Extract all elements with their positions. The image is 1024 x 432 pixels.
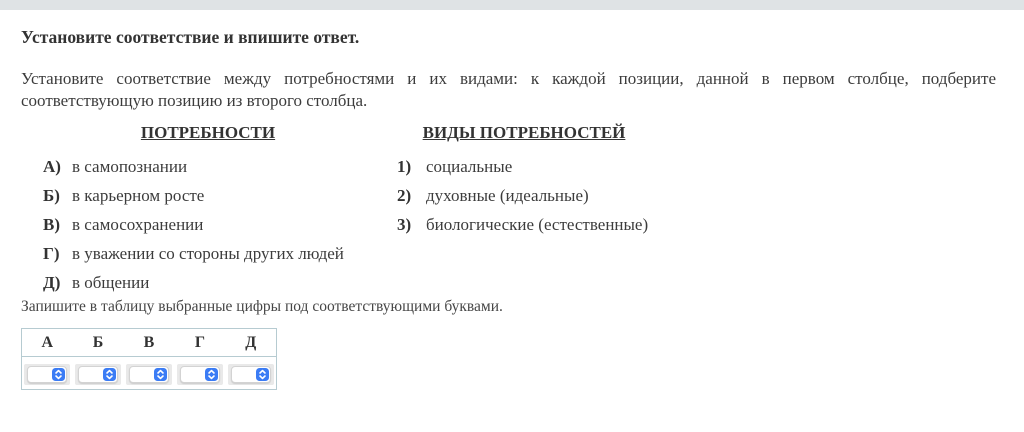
answer-table	[21, 328, 277, 390]
answer-note: Запишите в таблицу выбранные цифры под соответствующими буквами.	[21, 298, 503, 315]
option-3-text: биологические (естественные)	[426, 214, 649, 234]
select-stepper-icon	[205, 368, 218, 381]
match-item-v	[21, 210, 395, 239]
option-2-text: духовные (идеальные)	[426, 185, 589, 205]
match-item-a	[21, 152, 395, 181]
top-bar	[0, 0, 1024, 10]
match-item-d	[21, 268, 395, 297]
option-3	[395, 210, 695, 239]
answer-select-v[interactable]	[126, 364, 172, 385]
answer-header-b: Б	[73, 329, 124, 357]
answer-cell-g	[175, 357, 226, 390]
answer-cell-v	[124, 357, 175, 390]
option-1	[395, 152, 695, 181]
answer-header-d: Д	[226, 329, 277, 357]
answer-select-d[interactable]	[228, 364, 274, 385]
select-stepper-icon	[103, 368, 116, 381]
select-stepper-icon	[154, 368, 167, 381]
option-3-label: 3)	[397, 214, 412, 234]
match-item-d-label: Д)	[43, 272, 61, 292]
answer-cell-a	[22, 357, 73, 390]
question-title: Установите соответствие и впишите ответ.	[21, 27, 360, 47]
answer-cell-d	[226, 357, 277, 390]
option-1-text: социальные	[426, 156, 513, 176]
match-item-g	[21, 239, 395, 268]
answer-select-g[interactable]	[177, 364, 223, 385]
match-item-b-text: в карьерном росте	[72, 185, 205, 205]
match-item-b-label: Б)	[43, 185, 60, 205]
select-stepper-icon	[52, 368, 65, 381]
answer-cell-b	[73, 357, 124, 390]
answer-table-header-row	[22, 329, 277, 357]
answer-select-a[interactable]	[24, 364, 70, 385]
match-item-b	[21, 181, 395, 210]
match-item-v-label: В)	[43, 214, 60, 234]
match-item-v-text: в самосохранении	[72, 214, 204, 234]
answer-header-g: Г	[175, 329, 226, 357]
column-need-types-header: ВИДЫ ПОТРЕБНОСТЕЙ	[422, 123, 626, 142]
select-stepper-icon	[256, 368, 269, 381]
answer-header-v: В	[124, 329, 175, 357]
column-needs	[21, 122, 395, 297]
matching-columns	[21, 122, 996, 297]
column-needs-header: ПОТРЕБНОСТИ	[140, 123, 276, 142]
question-instruction: Установите соответствие между потребностями и их видами: к каждой позиции, данной в первом столбце, подберите соответствующую позицию из второго столбца.	[21, 69, 996, 110]
answer-header-a: А	[22, 329, 73, 357]
option-2-label: 2)	[397, 185, 412, 205]
match-item-g-text: в уважении со стороны других людей	[72, 243, 344, 263]
match-item-d-text: в общении	[72, 272, 150, 292]
match-item-a-text: в самопознании	[72, 156, 188, 176]
match-item-g-label: Г)	[43, 243, 60, 263]
answer-table-select-row	[22, 357, 277, 390]
column-need-types	[395, 122, 695, 297]
option-1-label: 1)	[397, 156, 412, 176]
option-2	[395, 181, 695, 210]
question-page	[0, 10, 1024, 390]
answer-select-b[interactable]	[75, 364, 121, 385]
match-item-a-label: А)	[43, 156, 61, 176]
